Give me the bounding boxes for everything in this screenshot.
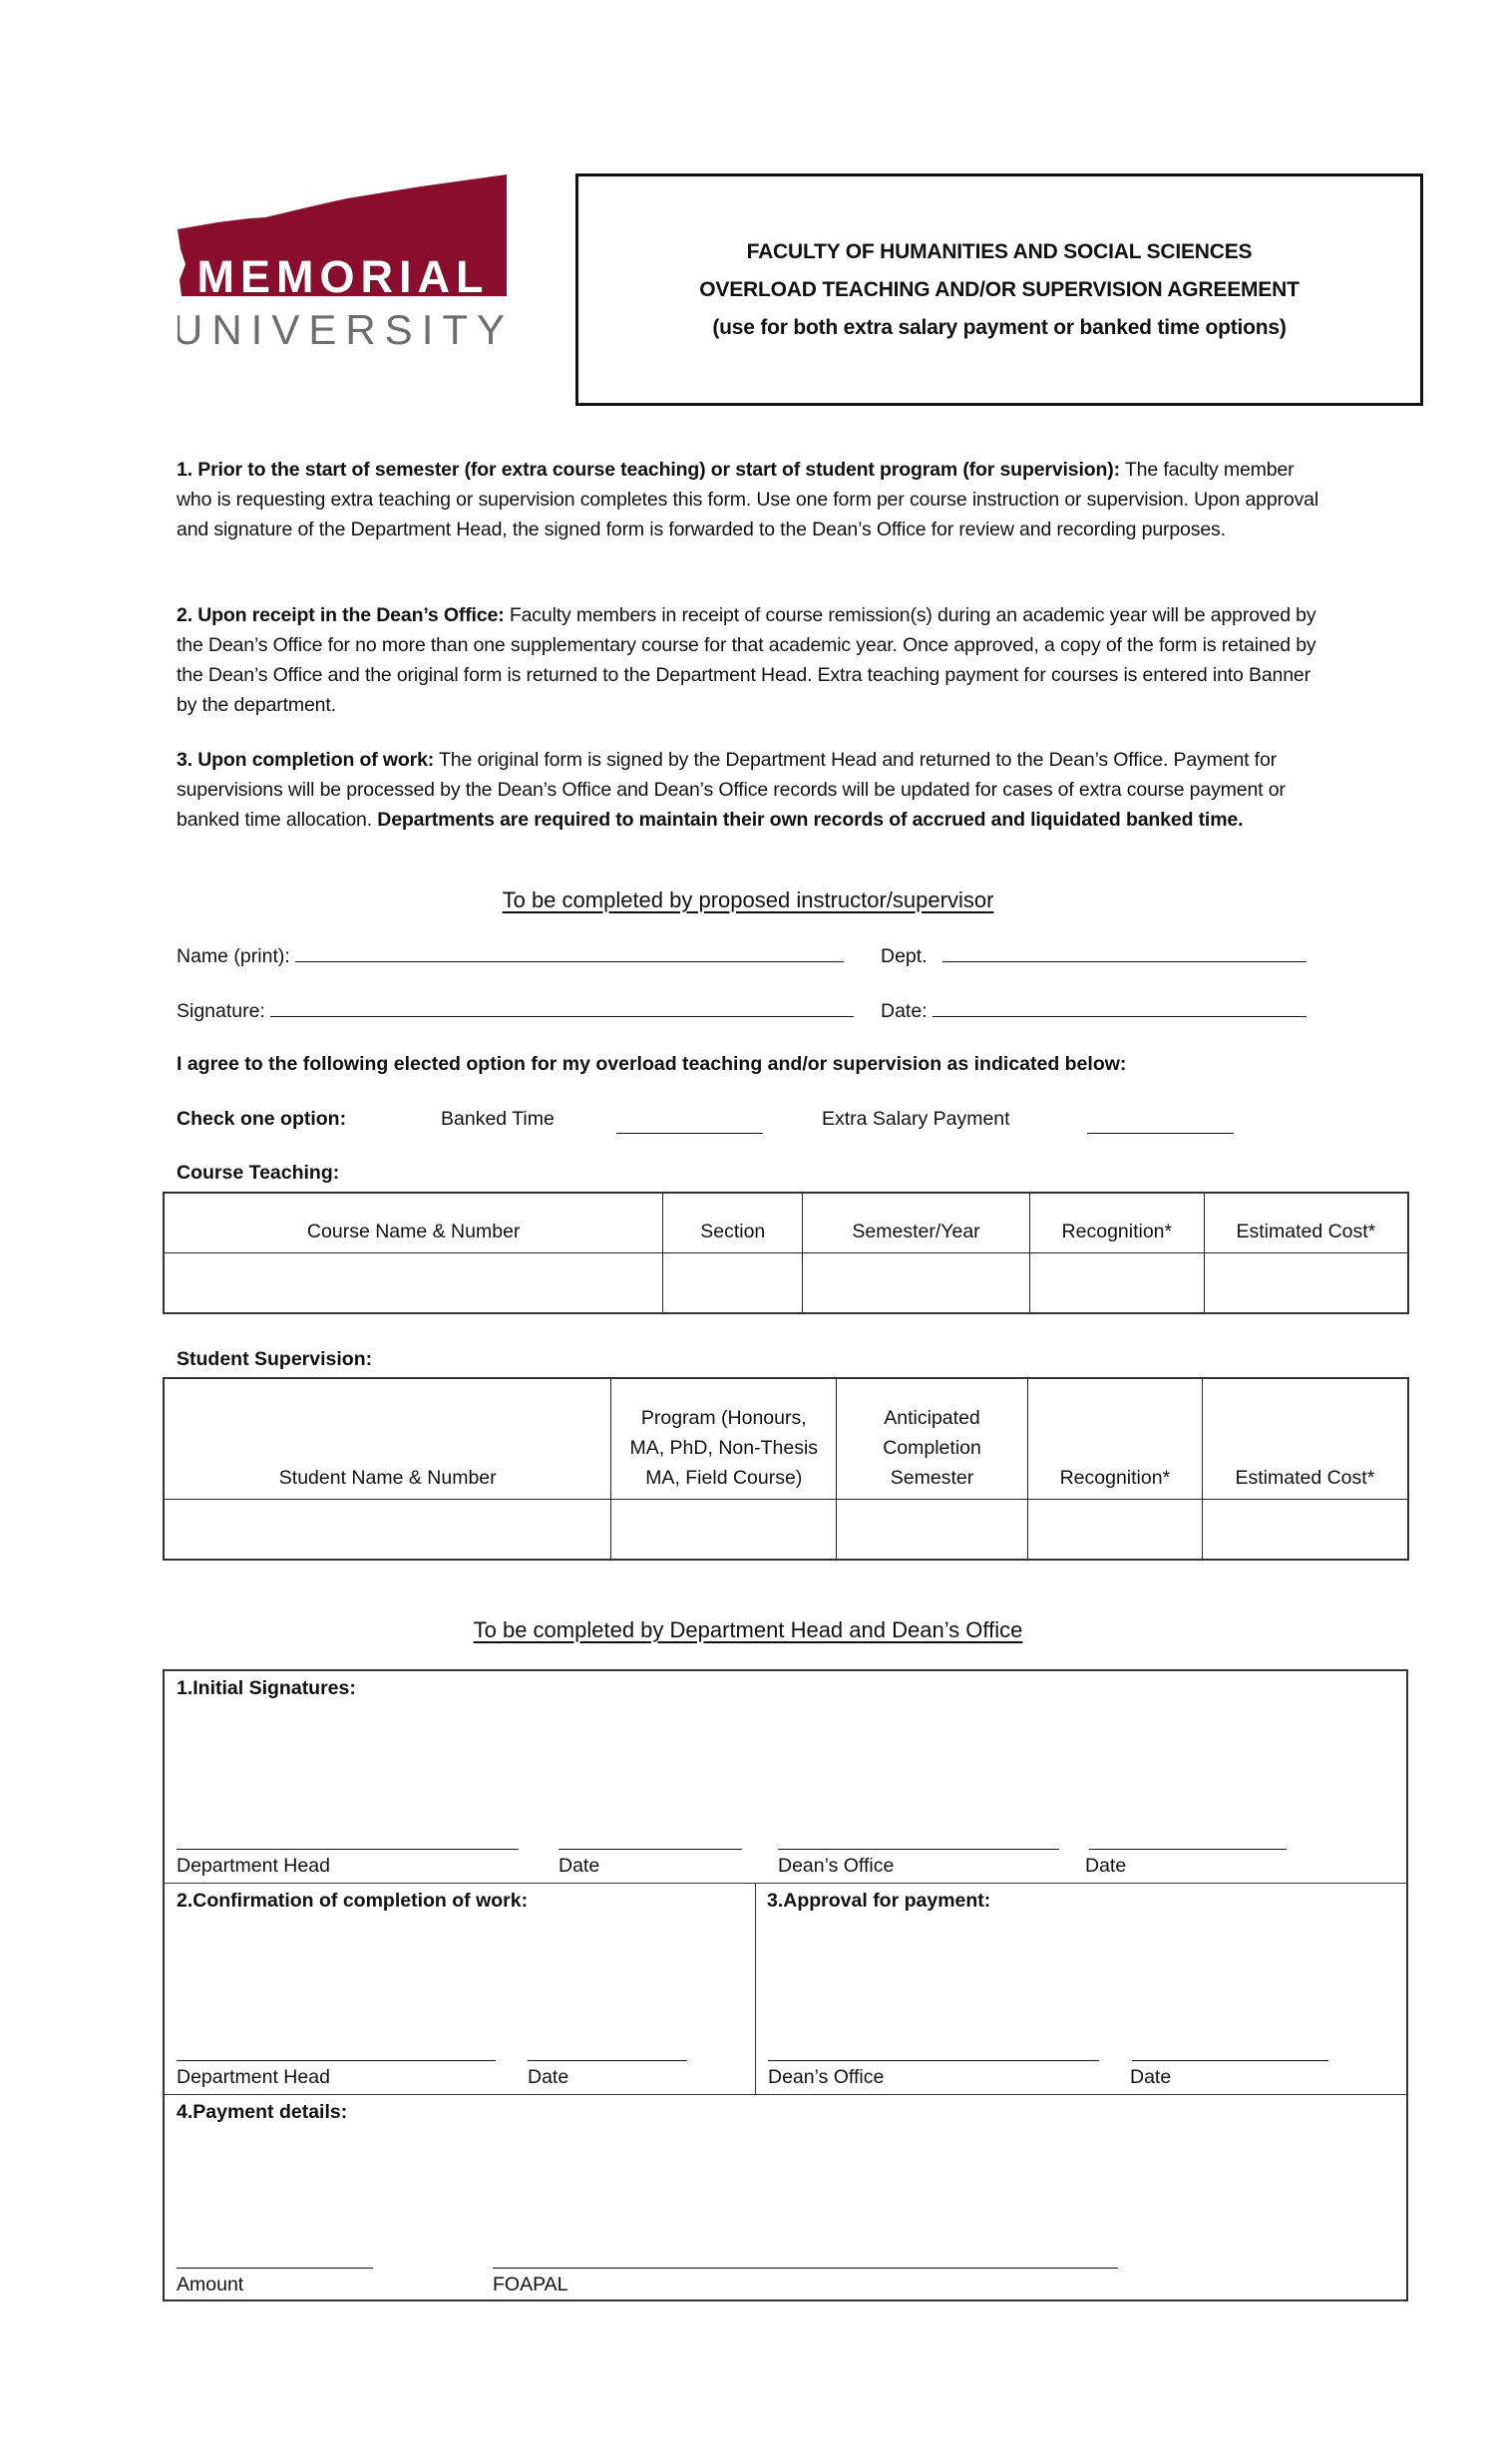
completion-semester-cell[interactable] — [837, 1499, 1028, 1560]
dept-head-label: Department Head — [177, 2066, 330, 2088]
banked-time-checkline[interactable] — [616, 1115, 763, 1134]
confirmation-dept-head-line[interactable] — [177, 2060, 496, 2061]
dept-label: Dept. — [881, 945, 928, 967]
table-row — [164, 1252, 1408, 1313]
deans-office-date-line[interactable] — [1089, 1849, 1287, 1850]
instructor-section-heading: To be completed by proposed instructor/supervisor — [502, 887, 994, 912]
col-student-name: Student Name & Number — [164, 1378, 611, 1499]
check-option-label: Check one option: — [177, 1108, 347, 1130]
instruction-3-lead: 3. Upon completion of work: — [177, 749, 435, 771]
section-cell[interactable] — [663, 1252, 803, 1313]
date-label: Date — [1085, 1855, 1127, 1877]
col-recognition: Recognition* — [1027, 1378, 1202, 1499]
instruction-1-body: The faculty member who is requesting extra teaching or supervision completes this form. Use one form per course instruction or supervision. Upon approval and signature of the Department Head, the signed form is forwarded to the Dean’s Office for review and recording purposes. — [177, 459, 1319, 540]
date-field[interactable] — [881, 998, 1307, 1023]
foapal-line[interactable] — [493, 2268, 1118, 2269]
name-field[interactable] — [177, 943, 844, 968]
confirmation-date-line[interactable] — [528, 2060, 687, 2061]
student-name-cell[interactable] — [164, 1499, 611, 1560]
date-label: Date — [559, 1855, 600, 1877]
logo-university-text: UNIVERSITY — [178, 306, 507, 353]
course-teaching-table — [163, 1192, 1409, 1314]
office-signature-block — [163, 1669, 1408, 2301]
amount-label: Amount — [177, 2274, 244, 2295]
instruction-1 — [177, 455, 1333, 544]
logo-memorial-text: MEMORIAL — [196, 251, 490, 302]
agreement-statement: I agree to the following elected option for my overload teaching and/or supervision as indicated below: — [177, 1053, 1127, 1075]
approval-date-line[interactable] — [1132, 2060, 1328, 2061]
date-label: Date: — [881, 1000, 928, 1022]
course-teaching-label: Course Teaching: — [177, 1162, 340, 1184]
student-supervision-table — [163, 1377, 1409, 1561]
col-semester-year: Semester/Year — [803, 1193, 1030, 1252]
logo-mark-icon — [178, 175, 507, 374]
estimated-cost-cell[interactable] — [1202, 1499, 1408, 1560]
program-cell[interactable] — [611, 1499, 837, 1560]
supervision-table-header — [164, 1378, 1408, 1499]
form-title: OVERLOAD TEACHING AND/OR SUPERVISION AGREEMENT — [699, 277, 1300, 301]
course-name-cell[interactable] — [164, 1252, 663, 1313]
col-anticipated-completion: Anticipated Completion Semester — [837, 1378, 1028, 1499]
student-supervision-label: Student Supervision: — [177, 1348, 373, 1370]
dept-input-line[interactable] — [942, 943, 1307, 962]
col-estimated-cost: Estimated Cost* — [1202, 1378, 1408, 1499]
instruction-2 — [177, 600, 1333, 720]
initial-signatures-section — [165, 1671, 1406, 1884]
instruction-3-body: The original form is signed by the Department Head and returned to the Dean’s Office. Payment for supervisions will be processed by the Dean’s Office and Dean’s Office records will be updated for cases of extra course payment or banked time allocation. — [177, 749, 1286, 831]
confirmation-approval-section — [165, 1884, 1406, 2095]
dept-head-label: Department Head — [177, 1855, 330, 1877]
instruction-3-tail: Departments are required to maintain their own records of accrued and liquidated banked time. — [377, 809, 1244, 831]
table-row — [164, 1499, 1408, 1560]
col-section: Section — [663, 1193, 803, 1252]
form-title-box — [575, 174, 1423, 406]
course-table-header — [164, 1193, 1408, 1252]
deans-office-label: Dean’s Office — [778, 1855, 895, 1877]
payment-details-title: 4.Payment details: — [177, 2101, 348, 2123]
approval-title: 3.Approval for payment: — [767, 1890, 991, 1912]
col-recognition: Recognition* — [1029, 1193, 1204, 1252]
name-label: Name (print): — [177, 945, 290, 967]
col-course-name: Course Name & Number — [164, 1193, 663, 1252]
signature-field[interactable] — [177, 998, 854, 1023]
memorial-university-logo — [178, 175, 507, 374]
confirmation-title: 2.Confirmation of completion of work: — [177, 1890, 529, 1912]
recognition-cell[interactable] — [1027, 1499, 1202, 1560]
instruction-2-body: Faculty members in receipt of course remission(s) during an academic year will be approved by the Dean’s Office for no more than one supplementary course for that academic year. Once approved, a copy of the form is retained by the Dean’s Office and the original form is returned to the Department Head. Extra teaching payment for courses is entered into Banner by the department. — [177, 604, 1316, 716]
dept-field[interactable] — [881, 943, 1307, 968]
name-input-line[interactable] — [295, 943, 844, 962]
col-estimated-cost: Estimated Cost* — [1204, 1193, 1408, 1252]
form-subtitle: (use for both extra salary payment or banked time options) — [712, 315, 1287, 339]
faculty-title: FACULTY OF HUMANITIES AND SOCIAL SCIENCES — [746, 239, 1253, 263]
dept-head-signature-line[interactable] — [177, 1849, 519, 1850]
signature-label: Signature: — [177, 1000, 265, 1022]
recognition-cell[interactable] — [1029, 1252, 1204, 1313]
initial-signatures-title: 1.Initial Signatures: — [177, 1677, 356, 1699]
deans-office-label: Dean’s Office — [768, 2066, 885, 2088]
approval-deans-office-line[interactable] — [768, 2060, 1099, 2061]
extra-salary-label: Extra Salary Payment — [822, 1108, 1010, 1130]
instruction-1-lead: 1. Prior to the start of semester (for extra course teaching) or start of student program (for supervision): — [177, 459, 1120, 481]
date-label: Date — [1130, 2066, 1172, 2088]
date-label: Date — [528, 2066, 569, 2088]
foapal-label: FOAPAL — [493, 2274, 568, 2295]
payment-details-section — [165, 2095, 1406, 2299]
banked-time-label: Banked Time — [441, 1108, 555, 1130]
instruction-3 — [177, 745, 1333, 835]
estimated-cost-cell[interactable] — [1204, 1252, 1408, 1313]
date-input-line[interactable] — [933, 998, 1307, 1017]
signature-input-line[interactable] — [270, 998, 854, 1017]
col-program: Program (Honours, MA, PhD, Non-Thesis MA, Field Course) — [611, 1378, 837, 1499]
instruction-2-lead: 2. Upon receipt in the Dean’s Office: — [177, 604, 505, 626]
office-section-heading: To be completed by Department Head and Dean’s Office — [473, 1617, 1023, 1642]
amount-line[interactable] — [177, 2268, 373, 2269]
column-divider — [755, 1884, 756, 2094]
deans-office-signature-line[interactable] — [778, 1849, 1059, 1850]
extra-salary-checkline[interactable] — [1087, 1115, 1234, 1134]
semester-year-cell[interactable] — [803, 1252, 1030, 1313]
dept-head-date-line[interactable] — [559, 1849, 742, 1850]
